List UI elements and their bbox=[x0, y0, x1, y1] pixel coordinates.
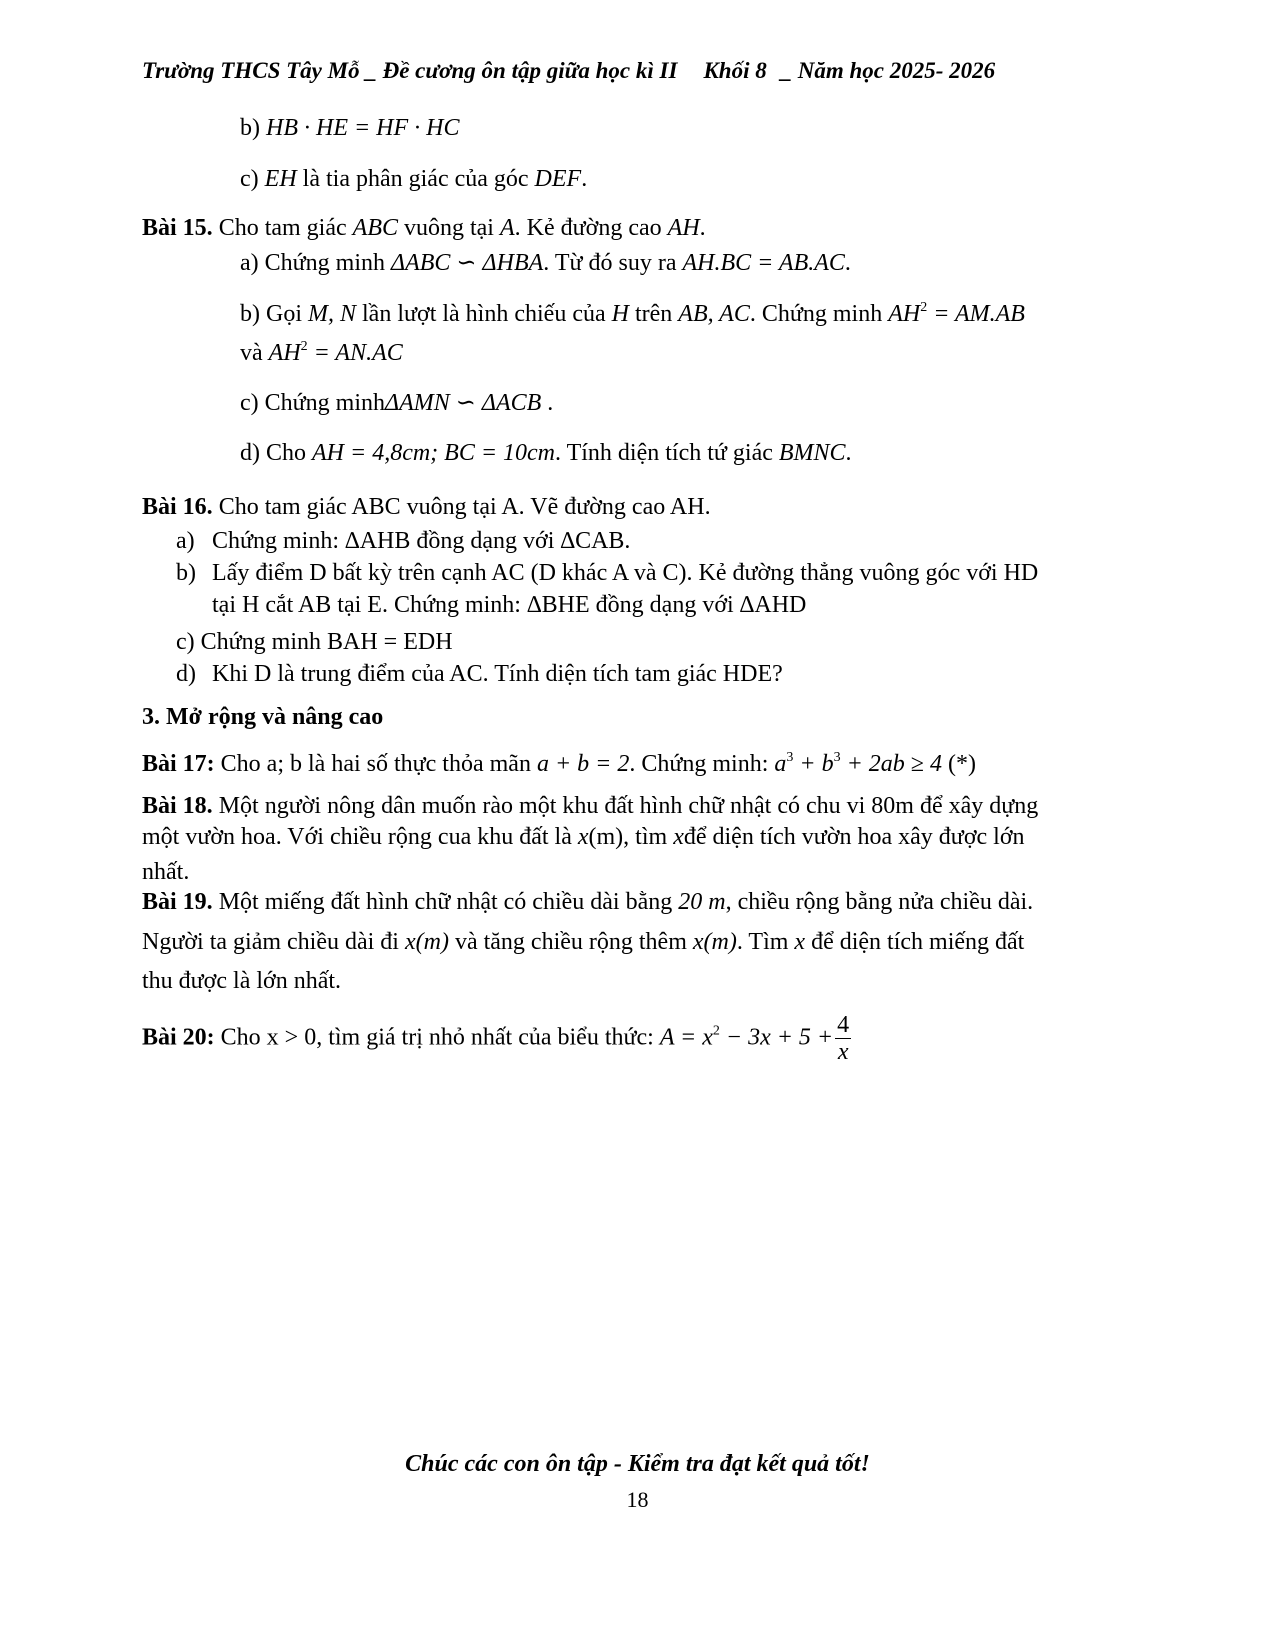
problem-16-b-cont: tại H cắt AB tại E. Chứng minh: ∆BHE đồng dạng với ∆AHD bbox=[212, 592, 807, 618]
problem-19-line1: Bài 19. Một miếng đất hình chữ nhật có chiều dài bằng 20 m, chiều rộng bằng nửa chiều dài. bbox=[142, 889, 1034, 915]
problem-18-line3: nhất. bbox=[142, 859, 190, 885]
page-number: 18 bbox=[626, 1487, 649, 1512]
problem-18-line2: một vườn hoa. Với chiều rộng cua khu đất là x(m), tìm xđể diện tích vườn hoa xây được lớn bbox=[142, 824, 1025, 850]
grade-label: Khối 8 bbox=[703, 58, 767, 83]
problem-15-b-cont: và $AH^2 = AN.AC$ bbox=[240, 339, 403, 366]
problem-16-title: Bài 16. Cho tam giác ABC vuông tại A. Vẽ đường cao AH. bbox=[142, 494, 711, 520]
problem-15-b: b) Gọi M, N lần lượt là hình chiếu của H trên AB, AC. Chứng minh $AH^2 = AM.AB$ bbox=[240, 300, 1025, 327]
problem-15-a: a) Chứng minh ΔABC ∽ ΔHBA. Từ đó suy ra AH.BC = AB.AC. bbox=[240, 250, 851, 276]
school-name: Trường THCS Tây Mỗ bbox=[142, 58, 360, 83]
problem-15-d: d) Cho AH = 4,8cm; BC = 10cm. Tính diện tích tứ giác BMNC. bbox=[240, 440, 852, 466]
problem-15-title: Bài 15. Cho tam giác ABC vuông tại A. Kẻ đường cao AH. bbox=[142, 215, 706, 241]
problem-18-line1: Bài 18. Một người nông dân muốn rào một khu đất hình chữ nhật có chu vi 80m để xây dựng bbox=[142, 793, 1039, 819]
fraction: $\frac{4}{x}$ bbox=[837, 1012, 850, 1066]
page-header: Trường THCS Tây Mỗ _ Đề cương ôn tập giữa học kì II Khối 8 _ Năm học 2025- 2026 bbox=[142, 58, 996, 83]
footer-wish: Chúc các con ôn tập - Kiểm tra đạt kết quả tốt! bbox=[405, 1451, 870, 1477]
prev-item-c: c) EH là tia phân giác của góc DEF. bbox=[240, 166, 588, 192]
problem-16-c: c) Chứng minh BAH = EDH bbox=[176, 629, 453, 655]
problem-16-d: d) Khi D là trung điểm của AC. Tính diện tích tam giác HDE? bbox=[176, 661, 783, 687]
section-heading: 3. Mở rộng và nâng cao bbox=[142, 704, 384, 730]
prev-item-b: b) HB · HE = HF · HC bbox=[240, 115, 460, 141]
problem-16-b: b) Lấy điểm D bất kỳ trên cạnh AC (D khác A và C). Kẻ đường thẳng vuông góc với HD bbox=[176, 560, 1039, 586]
problem-19-line3: thu được là lớn nhất. bbox=[142, 968, 342, 994]
school-year: Năm học 2025- 2026 bbox=[797, 58, 996, 83]
problem-16-a: a) Chứng minh: ∆AHB đồng dạng với ∆CAB. bbox=[176, 528, 631, 554]
problem-20: Bài 20: Cho x > 0, tìm giá trị nhỏ nhất của biểu thức: $A = x^2 - 3x + 5$ + $\frac{4}{x}$ bbox=[142, 1012, 850, 1066]
math-expression: HB · HE = HF · HC bbox=[266, 115, 460, 141]
problem-17: Bài 17: Cho a; b là hai số thực thỏa mãn a + b = 2. Chứng minh: $a^3 + b^3 + 2ab \ge 4$ (*) bbox=[142, 750, 976, 777]
document-title: Đề cương ôn tập giữa học kì II bbox=[382, 58, 678, 83]
problem-19-line2: Người ta giảm chiều dài đi x(m) và tăng chiều rộng thêm x(m). Tìm x để diện tích miếng đất bbox=[142, 929, 1025, 955]
problem-15-c: c) Chứng minhΔAMN ∽ ΔACB . bbox=[240, 390, 554, 416]
